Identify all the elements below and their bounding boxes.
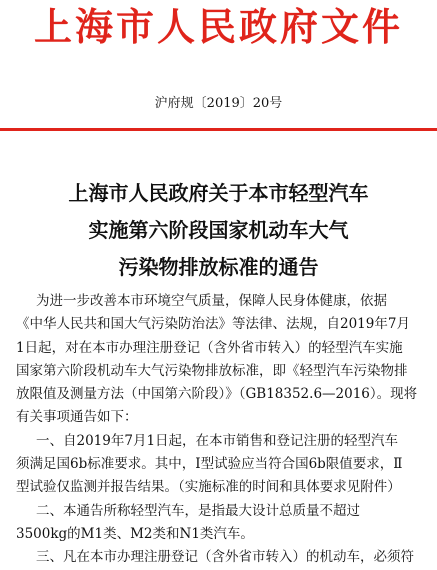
body-line-3: 1日起，对在本市办理注册登记（含外省市转入）的轻型汽车实施: [16, 339, 403, 356]
body-line-9: 型试验仅监测并报告结果。（实施标准的时间和具体要求见附件）: [16, 479, 401, 496]
body-line-6: 有关事项通告如下：: [16, 409, 138, 426]
body-line-10: 二、本通告所称轻型汽车，是指最大设计总质量不超过: [36, 502, 360, 519]
body-line-4: 国家第六阶段机动车大气污染物排放标准，即《轻型汽车污染物排: [16, 362, 408, 379]
body-line-1: 为进一步改善本市环境空气质量，保障人民身体健康，依据: [36, 293, 387, 309]
body-line-12: 三、凡在本市办理注册登记（含外省市转入）的机动车，必须符: [36, 549, 414, 566]
issuing-authority-title: 上海市人民政府文件: [33, 4, 403, 49]
notice-title: [0, 175, 437, 286]
notice-title-line-3: 污染物排放标准的通告: [118, 255, 319, 279]
body-line-8: 须满足国6b标准要求。其中，Ⅰ型试验应当符合国6b限值要求，Ⅱ: [16, 456, 403, 473]
notice-title-line-2: 实施第六阶段国家机动车大气: [88, 218, 349, 242]
red-divider-line: [0, 128, 437, 131]
notice-title-line-1: 上海市人民政府关于本市轻型汽车: [68, 181, 369, 205]
body-line-7: 一、自2019年7月1日起，在本市销售和登记注册的轻型汽车: [36, 432, 399, 449]
body-line-11: 3500kg的M1类、M2类和N1类汽车。: [16, 525, 254, 542]
document-number: 沪府规〔2019〕20号: [154, 96, 283, 111]
body-line-2: 《中华人民共和国大气污染防治法》等法律、法规，自2019年7月: [16, 316, 410, 333]
body-line-5: 放限值及测量方法（中国第六阶段）》（GB18352.6—2016）。现将: [16, 386, 418, 403]
notice-body: [16, 290, 426, 570]
